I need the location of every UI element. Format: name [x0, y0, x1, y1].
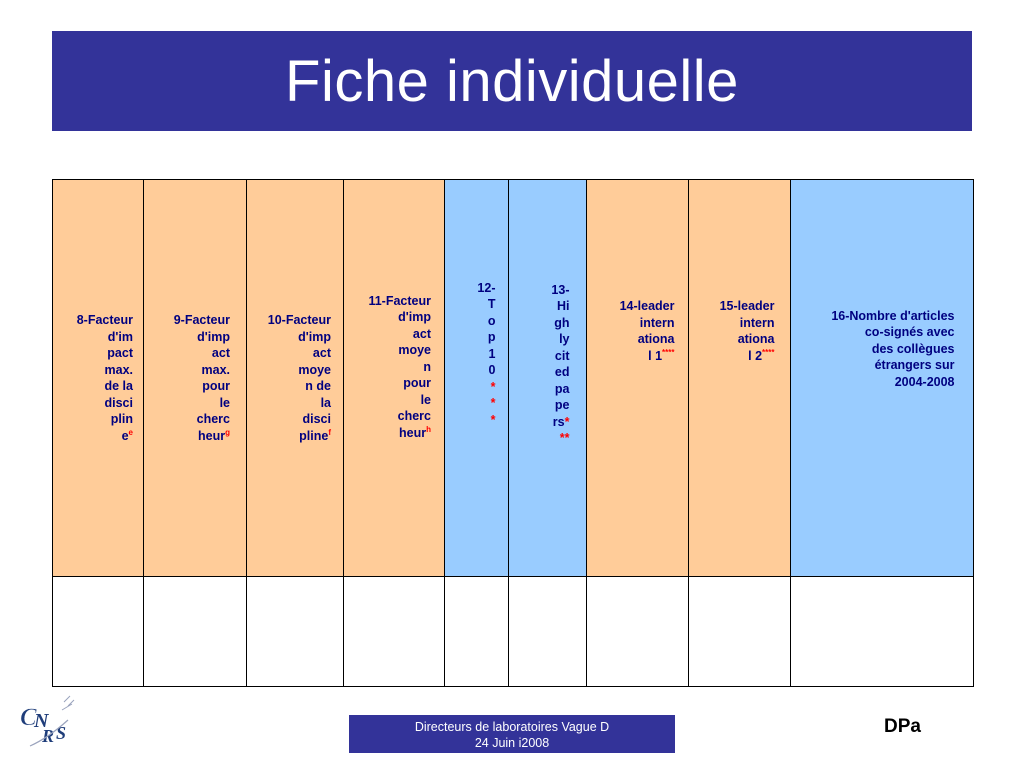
- header-cell-14: [587, 180, 689, 577]
- cnrs-logo-hatch: [62, 696, 74, 710]
- header-row: [53, 180, 974, 577]
- footer-line-2: 24 Juin i2008: [474, 736, 550, 750]
- data-row: [53, 577, 974, 687]
- header-cell-15: [689, 180, 791, 577]
- cnrs-logo-r: R: [42, 726, 55, 746]
- header-stars-13: * **: [559, 414, 570, 445]
- data-cell[interactable]: [689, 577, 791, 687]
- header-note-10: f: [328, 427, 331, 437]
- data-cell[interactable]: [445, 577, 509, 687]
- header-text-11: 11-Facteur d'imp act moye n pour le cherc heur: [368, 293, 431, 440]
- data-cell[interactable]: [53, 577, 144, 687]
- header-text-16: 16-Nombre d'articles co-signés avec des collègues étrangers sur 2004-2008: [831, 308, 955, 389]
- header-cell-13: [509, 180, 587, 577]
- data-cell[interactable]: [587, 577, 689, 687]
- header-text-10: 10-Facteur d'imp act moye n de la disci pline: [267, 313, 331, 443]
- data-cell[interactable]: [344, 577, 445, 687]
- cnrs-logo-s: S: [56, 723, 67, 743]
- header-cell-11: [344, 180, 445, 577]
- footer-dpa: DPa: [884, 716, 921, 737]
- footer-banner: [349, 715, 675, 753]
- page-title: Fiche individuelle: [285, 48, 739, 114]
- header-cell-16: [791, 180, 974, 577]
- header-cell-8: [53, 180, 144, 577]
- header-note-14: ****: [662, 347, 675, 357]
- header-note-11: h: [426, 424, 431, 434]
- cnrs-logo-c: C: [20, 704, 37, 731]
- header-text-13: 13- Hi gh ly cit ed pa pe rs: [551, 282, 570, 429]
- header-text-8: 8-Facteur d'im pact max. de la disci plin e: [76, 313, 133, 443]
- title-banner: [52, 31, 972, 131]
- header-text-9: 9-Facteur d'imp act max. pour le cherc heur: [173, 313, 230, 443]
- header-note-15: ****: [762, 347, 775, 357]
- data-cell[interactable]: [791, 577, 974, 687]
- header-note-9: g: [225, 427, 230, 437]
- header-text-12: 12- T o p 1 0: [477, 280, 496, 378]
- footer-line-1: Directeurs de laboratoires Vague D: [414, 720, 610, 734]
- cnrs-logo: [18, 694, 78, 752]
- header-text-14: 14-leader intern ationa l 1: [619, 299, 675, 363]
- header-stars-12: * * *: [490, 379, 496, 427]
- data-cell[interactable]: [247, 577, 344, 687]
- header-note-8: e: [128, 427, 133, 437]
- header-cell-9: [144, 180, 247, 577]
- header-text-15: 15-leader intern ationa l 2: [719, 299, 775, 363]
- data-cell[interactable]: [144, 577, 247, 687]
- data-cell[interactable]: [509, 577, 587, 687]
- header-cell-12: [445, 180, 509, 577]
- header-cell-10: [247, 180, 344, 577]
- cnrs-logo-n: N: [34, 710, 49, 732]
- fiche-table: [52, 179, 974, 687]
